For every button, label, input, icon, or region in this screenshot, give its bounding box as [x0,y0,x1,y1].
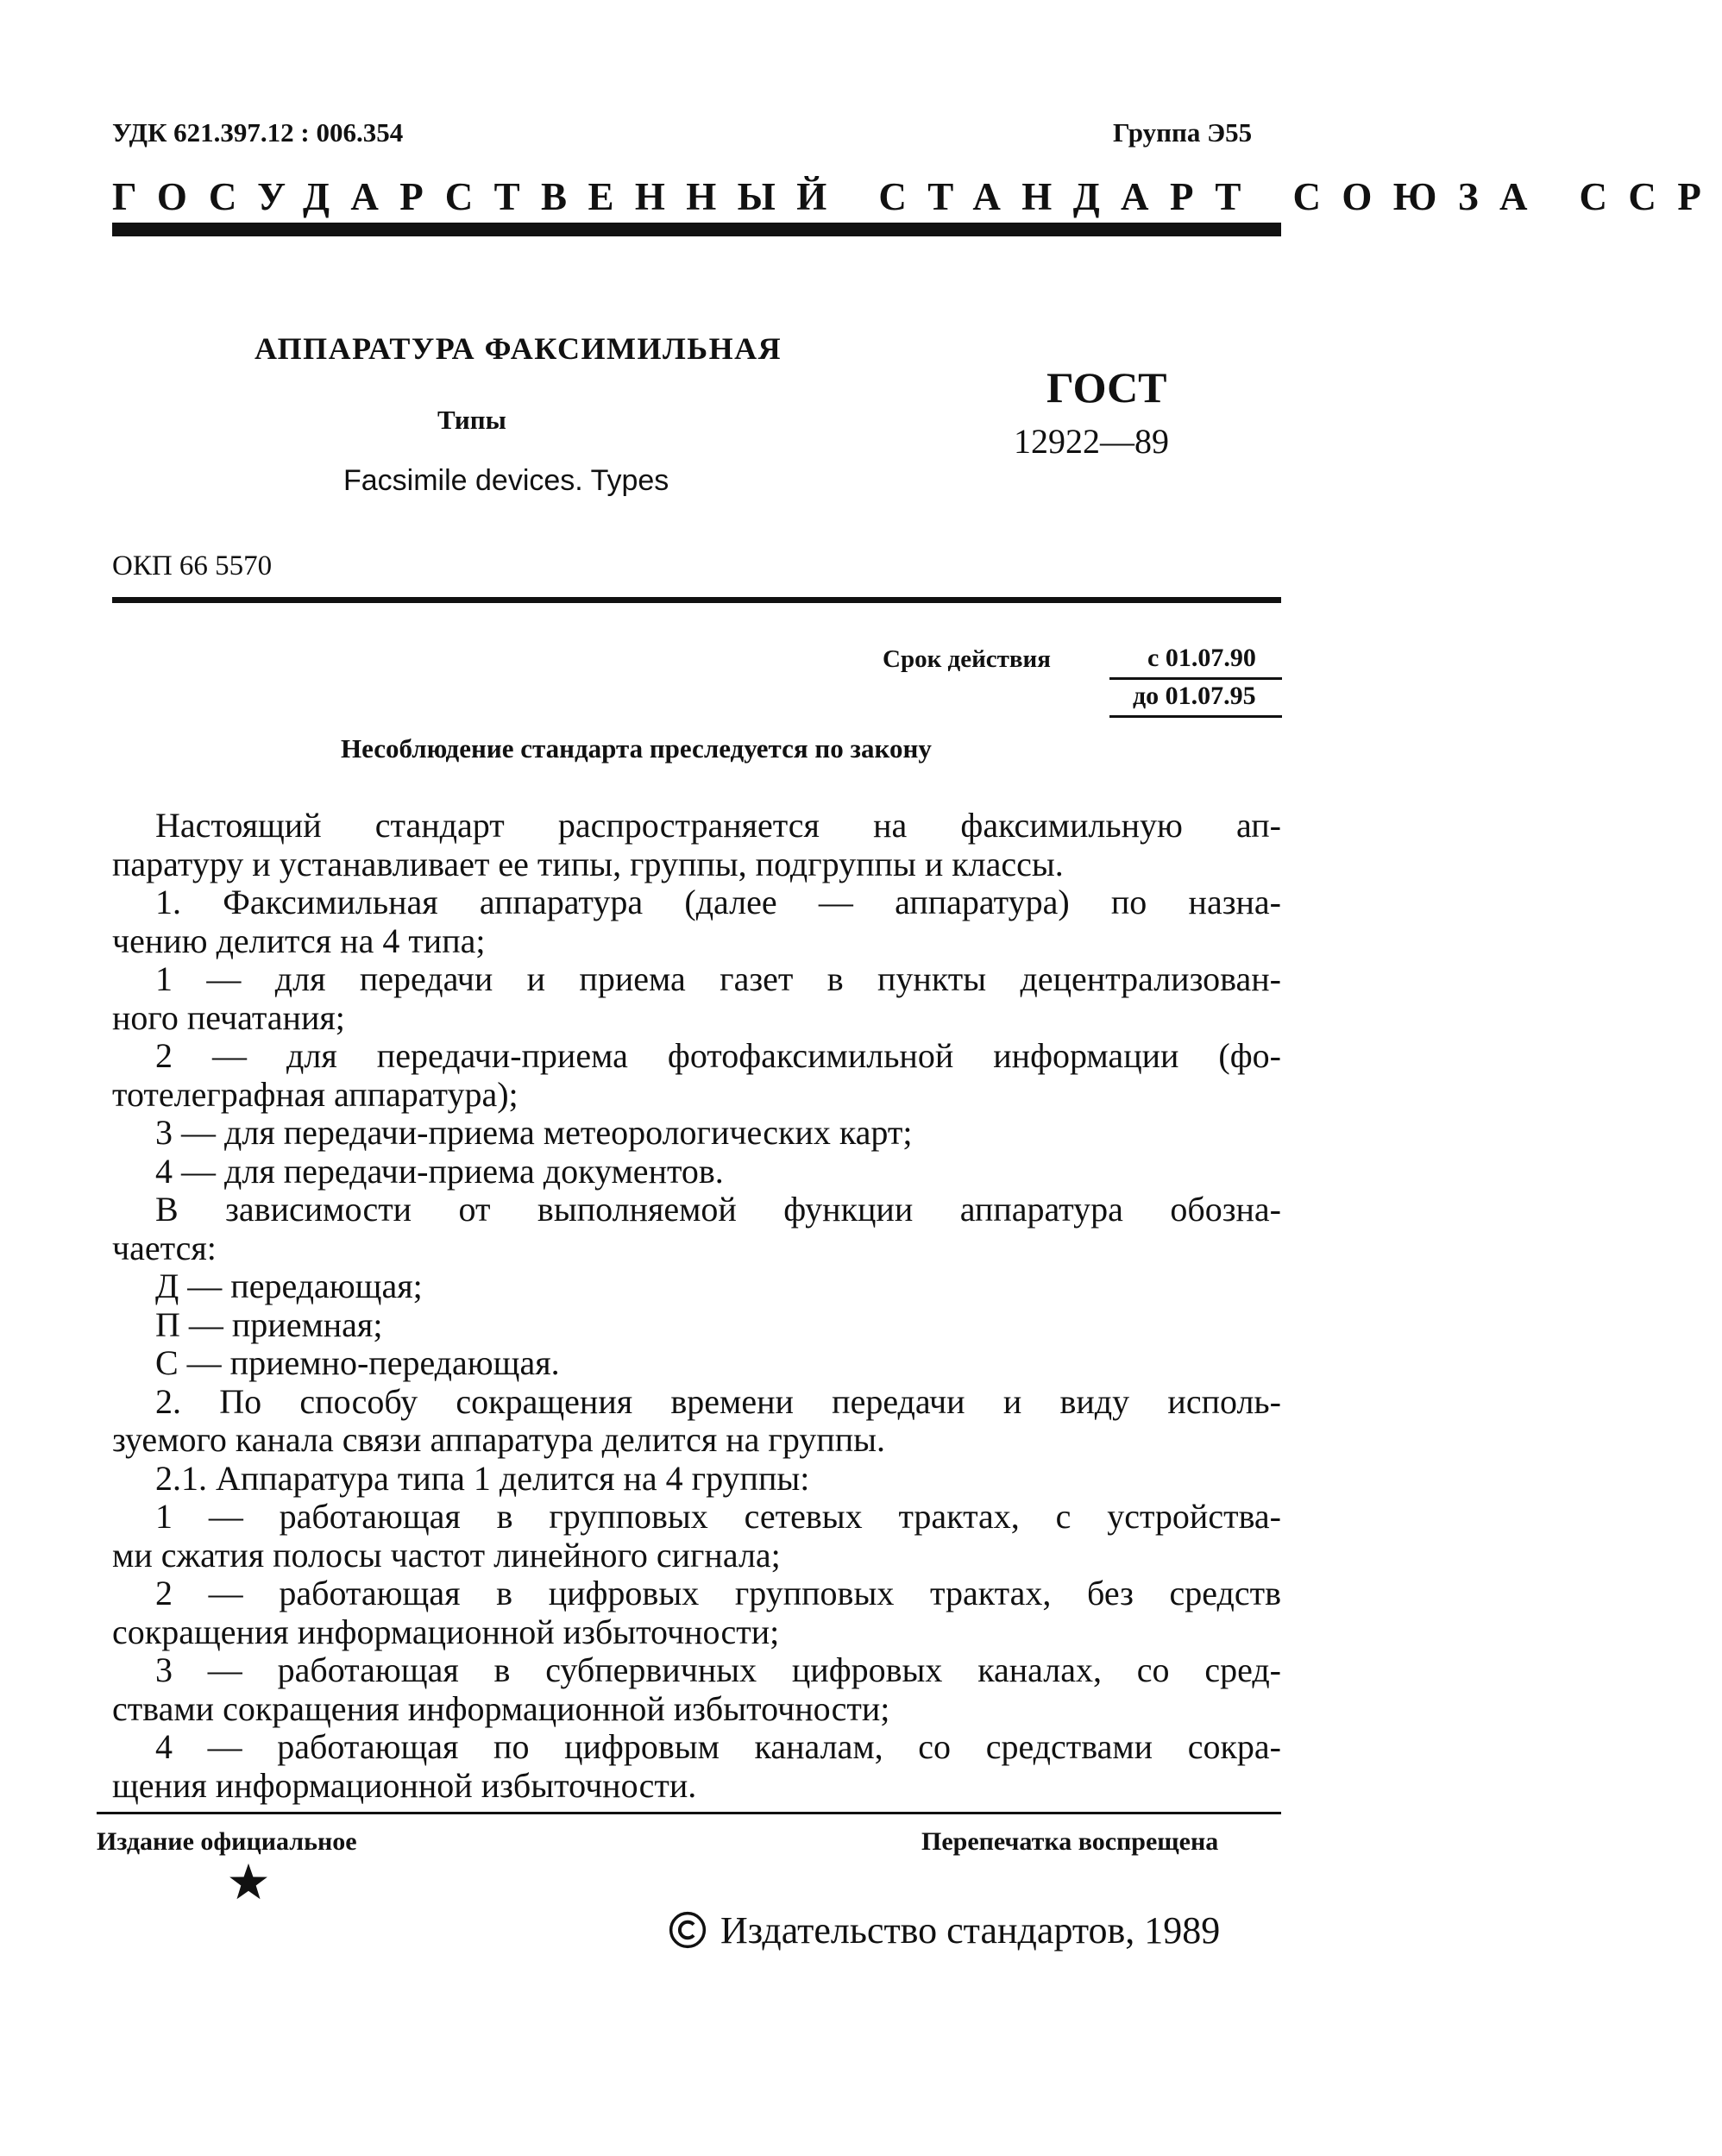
body-line: С — приемно-передающая. [155,1343,560,1382]
body-line: 2 — работающая в цифровых групповых трактах, без средств [155,1574,1281,1612]
star-icon [229,1862,268,1901]
document-title: АППАРАТУРА ФАКСИМИЛЬНАЯ [255,331,782,366]
body-line: 1. Факсимильная аппаратура (далее — аппаратура) по назна- [155,883,1281,921]
document-subtitle: Типы [437,405,506,435]
body-line: 2 — для передачи-приема фотофаксимильной информации (фо- [155,1036,1281,1075]
body-line: 1 — работающая в групповых сетевых трактах, с устройства- [155,1497,1281,1536]
body-line: тотелеграфная аппаратура); [112,1074,518,1114]
validity-from: с 01.07.90 [1147,644,1256,672]
group-code: Группа Э55 [1113,117,1253,148]
body-line: ного печатания; [112,997,345,1037]
body-line: 2. По способу сокращения времени передачи и виду исполь- [155,1381,1281,1421]
english-title: Facsimile devices. Types [343,464,669,497]
body-line: чается: [112,1228,217,1267]
body-line: Д — передающая; [155,1267,423,1305]
header-rule [112,223,1281,236]
body-line: 3 — для передачи-приема метеорологических карт; [155,1113,913,1152]
body-line: паратуру и устанавливает ее типы, группы, подгруппы и классы. [112,844,1064,883]
body-line: щения информационной избыточности. [112,1765,697,1805]
legal-notice: Несоблюдение стандарта преследуется по закону [341,733,932,764]
validity-from-rule [1109,677,1282,680]
validity-to: до 01.07.95 [1133,682,1256,710]
copyright-text: Издательство стандартов, 1989 [720,1909,1221,1952]
reprint-notice: Перепечатка воспрещена [921,1827,1219,1856]
udk-code: УДК 621.397.12 : 006.354 [112,117,404,148]
body-line: 1 — для передачи и приема газет в пункты децентрализован- [155,959,1281,998]
body-line: Настоящий стандарт распространяется на факсимильную ап- [155,806,1281,845]
gost-number: 12922—89 [1014,422,1169,461]
okp-code: ОКП 66 5570 [112,550,273,581]
body-line: ствами сокращения информационной избыточности; [112,1688,890,1728]
body-line: 2.1. Аппаратура типа 1 делится на 4 группы: [155,1458,810,1498]
validity-label: Срок действия [883,645,1051,673]
copyright-icon [669,1911,707,1949]
copyright-line [669,1908,1220,1952]
footer-rule [97,1812,1281,1814]
state-standard-heading: ГОСУДАРСТВЕННЫЙ СТАНДАРТ СОЮЗА ССР [112,175,1722,218]
body-line: П — приемная; [155,1304,383,1344]
gost-label: ГОСТ [1046,363,1167,412]
validity-to-rule [1109,715,1282,718]
body-line: зуемого канала связи аппаратура делится на группы. [112,1420,885,1459]
body-line: 3 — работающая в субпервичных цифровых каналах, со сред- [155,1650,1281,1689]
body-line: сокращения информационной избыточности; [112,1612,780,1651]
body-line: 4 — для передачи-приема документов. [155,1151,724,1191]
title-rule [112,597,1281,603]
body-line: ми сжатия полосы частот линейного сигнала; [112,1535,781,1575]
body-text [112,807,1281,1805]
edition-label: Издание официальное [97,1827,357,1856]
body-line: 4 — работающая по цифровым каналам, со средствами сокра- [155,1727,1281,1766]
body-line: В зависимости от выполняемой функции аппаратура обозна- [155,1190,1281,1229]
body-line: чению делится на 4 типа; [112,921,486,960]
